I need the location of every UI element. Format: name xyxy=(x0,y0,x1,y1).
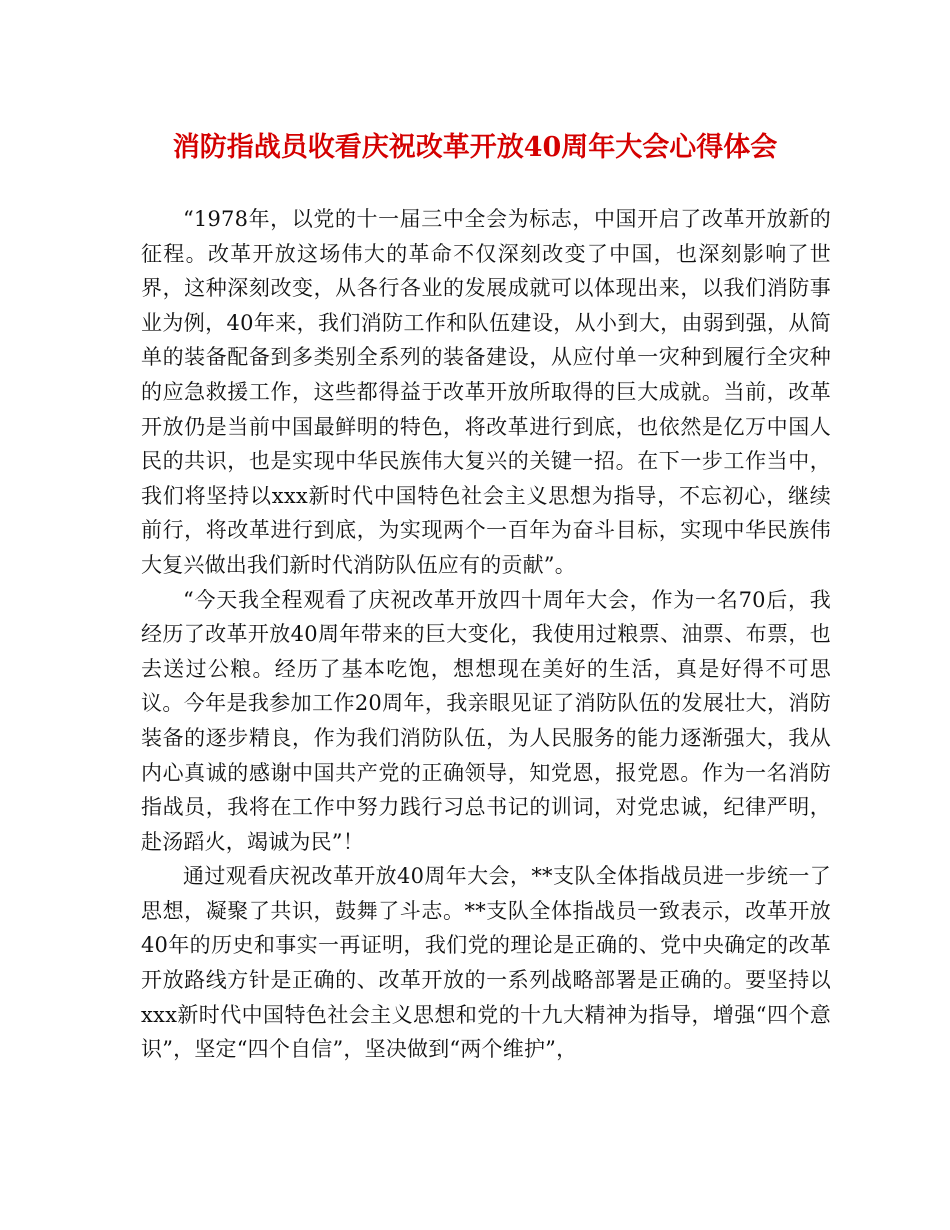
document-title: 消防指战员收看庆祝改革开放40周年大会心得体会 xyxy=(172,132,778,163)
paragraph-2: “今天我全程观看了庆祝改革开放四十周年大会，作为一名70后，我经历了改革开放40周年带来的巨大变化，我使用过粮票、油票、布票，也去送过公粮。经历了基本吃饱，想想现在美好的生活，真是好得不可思议。今年是我参加工作20周年，我亲眼见证了消防队伍的发展壮大，消防装备的逐步精良，作为我们消防队伍，为人民服务的能力逐渐强大，我从内心真诚的感谢中国共产党的正确领导，知党恩，报党恩。作为一名消防指战员，我将在工作中努力践行习总书记的训词，对党忠诚，纪律严明，赴汤蹈火，竭诚为民”！ xyxy=(141,587,831,854)
paragraph-3: 通过观看庆祝改革开放40周年大会，**支队全体指战员进一步统一了思想，凝聚了共识，鼓舞了斗志。**支队全体指战员一致表示，改革开放40年的历史和事实一再证明，我们党的理论是正确的、党中央确定的改革开放路线方针是正确的、改革开放的一系列战略部署是正确的。要坚持以xxx新时代中国特色社会主义思想和党的十九大精神为指导，增强“四个意识”，坚定“四个自信”，坚决做到“两个维护”， xyxy=(141,864,831,1062)
paragraph-1: “1978年，以党的十一届三中全会为标志，中国开启了改革开放新的征程。改革开放这场伟大的革命不仅深刻改变了中国，也深刻影响了世界，这种深刻改变，从各行各业的发展成就可以体现出来，以我们消防事业为例，40年来，我们消防工作和队伍建设，从小到大，由弱到强，从简单的装备配备到多类别全系列的装备建设，从应付单一灾种到履行全灾种的应急救援工作，这些都得益于改革开放所取得的巨大成就。当前，改革开放仍是当前中国最鲜明的特色，将改革进行到底，也依然是亿万中国人民的共识，也是实现中华民族伟大复兴的关键一招。在下一步工作当中，我们将坚持以xxx新时代中国特色社会主义思想为指导，不忘初心，继续前行，将改革进行到底，为实现两个一百年为奋斗目标，实现中华民族伟大复兴做出我们新时代消防队伍应有的贡献”。 xyxy=(141,207,831,577)
document-body xyxy=(141,202,831,1067)
